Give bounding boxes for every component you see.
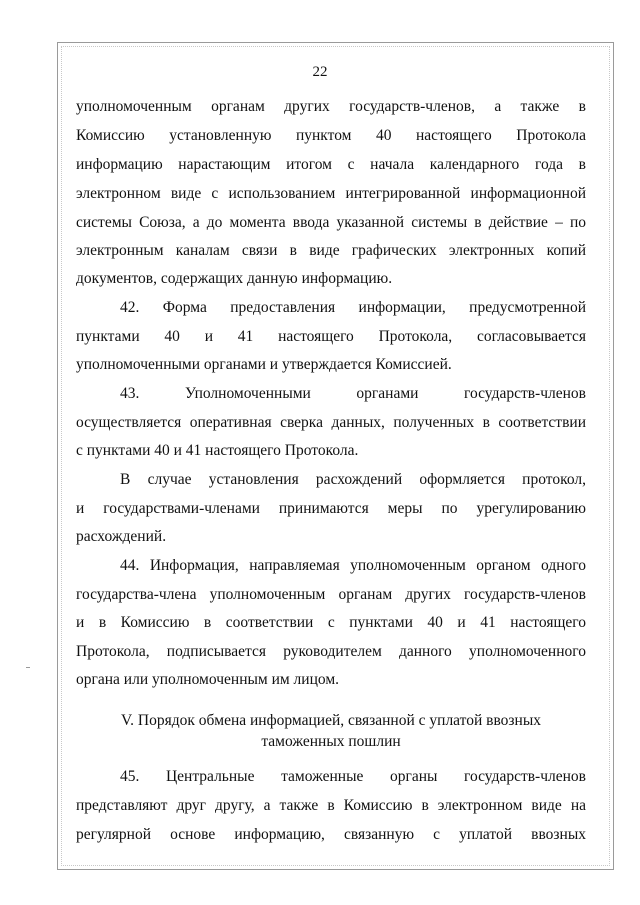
text-line: государства-члена уполномоченным органам других государств-членов: [76, 586, 586, 603]
section-heading-line-2: таможенных пошлин: [261, 733, 401, 750]
text-line: с пунктами 40 и 41 настоящего Протокола.: [76, 442, 359, 459]
text-line: пунктами 40 и 41 настоящего Протокола, согласовывается: [76, 328, 586, 345]
text-line: Протокола, подписывается руководителем данного уполномоченного: [76, 643, 586, 660]
text-line: Комиссию установленную пунктом 40 настоящего Протокола: [76, 127, 586, 144]
paragraph-42-start: 42. Форма предоставления информации, предусмотренной: [120, 299, 586, 316]
text-line: регулярной основе информацию, связанную с уплатой ввозных: [76, 826, 586, 843]
text-line: документов, содержащих данную информацию.: [76, 270, 393, 287]
text-line: уполномоченными органами и утверждается Комиссией.: [76, 356, 452, 373]
text-line: и государствами-членами принимаются меры по урегулированию: [76, 500, 586, 517]
text-line: расхождений.: [76, 528, 167, 545]
text-line: информацию нарастающим итогом с начала календарного года в: [76, 156, 586, 173]
text-line: электронным каналам связи в виде графических электронных копий: [76, 242, 586, 259]
paragraph-44-start: 44. Информация, направляемая уполномоченным органом одного: [120, 557, 586, 574]
section-heading-line-1: V. Порядок обмена информацией, связанной с уплатой ввозных: [120, 712, 542, 729]
text-line: системы Союза, а до момента ввода указанной системы в действие – по: [76, 214, 586, 231]
text-line: органа или уполномоченным им лицом.: [76, 671, 340, 688]
text-line: уполномоченным органам других государств-членов, а также в: [76, 98, 586, 115]
margin-mark: [26, 667, 30, 668]
paragraph-45-start: 45. Центральные таможенные органы государств-членов: [120, 768, 586, 785]
page-number: 22: [312, 64, 328, 80]
text-line: представляют друг другу, а также в Комиссию в электронном виде на: [76, 797, 586, 814]
text-line: осуществляется оперативная сверка данных, полученных в соответствии: [76, 414, 586, 431]
text-line: и в Комиссию в соответствии с пунктами 40 и 41 настоящего: [76, 614, 586, 631]
paragraph-discrepancy-start: В случае установления расхождений оформляется протокол,: [120, 471, 586, 488]
text-line: электронном виде с использованием интегрированной информационной: [76, 185, 586, 202]
paragraph-43-start: 43. Уполномоченными органами государств-членов: [120, 385, 586, 402]
